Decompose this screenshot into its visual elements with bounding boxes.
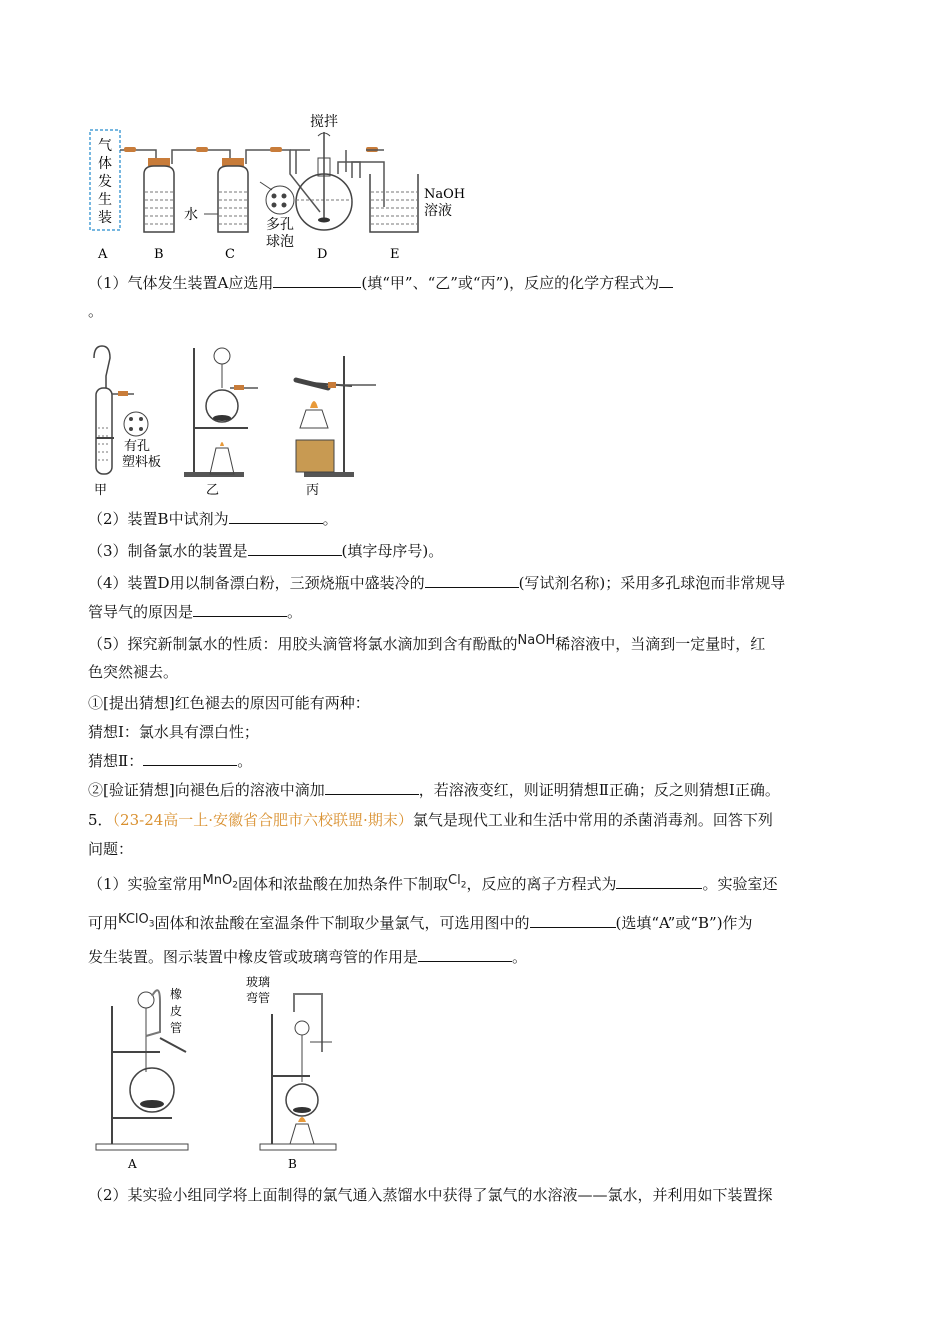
mno2-symbol: MnO — [202, 873, 233, 888]
water-label: 水 — [184, 207, 198, 223]
answer-blank[interactable] — [143, 751, 237, 766]
question-5-line-1 — [88, 633, 765, 657]
bubble-label-1: 多孔 — [266, 217, 294, 233]
gen-char-2: 体 — [98, 156, 112, 172]
verify-line — [88, 779, 780, 801]
problem-5-line-2: 问题： — [88, 840, 134, 858]
question-1-end: 。 — [88, 302, 104, 320]
answer-blank[interactable] — [425, 573, 519, 588]
q4-text-d: 。 — [287, 603, 303, 621]
naoh-label-2: 溶液 — [424, 203, 452, 219]
answer-blank[interactable] — [248, 541, 342, 556]
kclo3-formula — [118, 912, 155, 930]
problem-5-q1-line-3 — [88, 946, 527, 968]
problem-5-q1-line-2 — [88, 912, 753, 941]
cl2-formula — [448, 873, 467, 891]
gen-char-3: 发 — [98, 174, 112, 190]
hypothesis-heading: ①[提出猜想]红色褪去的原因可能有两种： — [88, 694, 370, 712]
label-fig3-a: A — [128, 1157, 137, 1171]
hypothesis-2 — [88, 750, 252, 772]
bubble-label-2: 球泡 — [266, 234, 294, 250]
glass-label-1: 玻璃 — [246, 975, 271, 989]
q2-text-b: 。 — [322, 510, 338, 528]
verify-text-a: ②[验证猜想]向褪色后的溶液中滴加 — [88, 781, 325, 799]
flask-d — [296, 113, 352, 230]
device-a — [96, 986, 188, 1171]
glass-label-2: 弯管 — [246, 991, 271, 1005]
verify-text-b: ，若溶液变红，则证明猜想Ⅱ正确；反之则猜想Ⅰ正确。 — [418, 781, 780, 799]
p5-s2-b: 固体和浓盐酸在室温条件下制取少量氯气，可选用图中的 — [154, 914, 530, 932]
q4-text-a: （4）装置D用以制备漂白粉，三颈烧瓶中盛装冷的 — [88, 574, 425, 592]
plate-label-2: 塑料板 — [122, 455, 162, 470]
device-yi — [184, 348, 258, 498]
answer-blank[interactable] — [193, 602, 287, 617]
device-jia — [94, 346, 161, 498]
rubber-char-3: 管 — [170, 1021, 183, 1035]
label-b: B — [154, 247, 164, 262]
apparatus-figure-1 — [84, 112, 484, 264]
g2-text-b: 。 — [237, 752, 253, 770]
device-b — [246, 974, 336, 1171]
device-bing — [296, 356, 376, 498]
gen-char-1: 气 — [98, 138, 112, 154]
hypothesis-1: 猜想Ⅰ：氯水具有漂白性； — [88, 723, 259, 741]
label-c: C — [225, 247, 235, 262]
p5-s1-b: 固体和浓盐酸在加热条件下制取 — [237, 875, 448, 893]
question-4-line-2 — [88, 601, 302, 623]
p5-s2-a: 可用 — [88, 914, 119, 932]
question-2-line — [88, 508, 338, 530]
rubber-char-2: 皮 — [170, 1004, 183, 1018]
p5-s1-a: （1）实验室常用 — [88, 875, 203, 893]
gen-char-5: 装 — [98, 210, 112, 226]
p5-s3-b: 。 — [512, 948, 528, 966]
p5-text-1: 氯气是现代工业和生活中常用的杀菌消毒剂。回答下列 — [412, 811, 773, 829]
q4-text-c: 管导气的原因是 — [88, 603, 194, 621]
label-bing: 丙 — [306, 483, 320, 498]
g2-text-a: 猜想Ⅱ： — [88, 752, 144, 770]
label-e: E — [390, 247, 400, 262]
question-3-line — [88, 540, 443, 562]
bottle-c — [184, 158, 248, 232]
answer-blank[interactable] — [659, 273, 673, 288]
porous-bubble — [260, 182, 294, 250]
answer-blank[interactable] — [616, 874, 702, 889]
bottle-b — [144, 158, 174, 232]
q1-text-b: (填“甲”、“乙”或“丙”)，反应的化学方程式为 — [361, 274, 660, 292]
apparatus-figure-2 — [84, 328, 464, 500]
q5-text-b: 稀溶液中，当滴到一定量时，红 — [555, 635, 766, 653]
q5-text-a: （5）探究新制氯水的性质：用胶头滴管将氯水滴加到含有酚酞的 — [88, 635, 518, 653]
p5-s1-d: 。实验室还 — [702, 875, 778, 893]
answer-blank[interactable] — [325, 780, 419, 795]
problem-5-q1-line-1 — [88, 873, 777, 902]
mno2-subscript: 2 — [232, 880, 238, 891]
problem-number: 5． — [88, 811, 113, 829]
label-jia: 甲 — [94, 483, 108, 498]
label-a: A — [98, 247, 108, 262]
answer-blank[interactable] — [229, 509, 323, 524]
question-5-line-2: 色突然褪去。 — [88, 663, 179, 681]
p5-s2-c: (选填“A”或“B”)作为 — [615, 914, 753, 932]
kclo3-symbol: KClO — [118, 912, 149, 927]
plate-label-1: 有孔 — [124, 439, 151, 454]
p5-s3-a: 发生装置。图示装置中橡皮管或玻璃弯管的作用是 — [88, 948, 419, 966]
mno2-formula — [202, 873, 238, 891]
p5-s1-c: ，反应的离子方程式为 — [466, 875, 617, 893]
answer-blank[interactable] — [418, 947, 512, 962]
apparatus-figure-3 — [90, 972, 350, 1178]
q3-text-a: （3）制备氯水的装置是 — [88, 542, 248, 560]
answer-blank[interactable] — [273, 273, 361, 288]
naoh-label-1: NaOH — [424, 187, 466, 202]
q4-text-b: (写试剂名称)；采用多孔球泡而非常规导 — [518, 574, 786, 592]
answer-blank[interactable] — [530, 913, 616, 928]
kclo3-subscript: 3 — [148, 919, 155, 930]
rubber-char-1: 橡 — [170, 987, 183, 1001]
q1-text-a: （1）气体发生装置A应选用 — [88, 274, 274, 292]
problem-5-line-1 — [88, 809, 773, 831]
cl2-subscript: 2 — [460, 880, 467, 891]
label-fig3-b: B — [288, 1157, 297, 1171]
question-4-line-1 — [88, 572, 785, 594]
label-d: D — [317, 247, 328, 262]
cl2-symbol: Cl — [448, 873, 461, 888]
q2-text-a: （2）装置B中试剂为 — [88, 510, 229, 528]
q3-text-b: (填字母序号)。 — [341, 542, 444, 560]
problem-source: （23-24高一上·安徽省合肥市六校联盟·期末） — [112, 811, 413, 829]
label-yi: 乙 — [206, 483, 220, 498]
problem-5-q2-line: （2）某实验小组同学将上面制得的氯气通入蒸馏水中获得了氯气的水溶液——氯水，并利用如下装置探 — [88, 1186, 773, 1204]
question-1-line — [88, 272, 673, 294]
stir-label: 搅拌 — [310, 114, 338, 130]
naoh-formula: NaOH — [517, 633, 556, 648]
gen-char-4: 生 — [98, 192, 112, 208]
